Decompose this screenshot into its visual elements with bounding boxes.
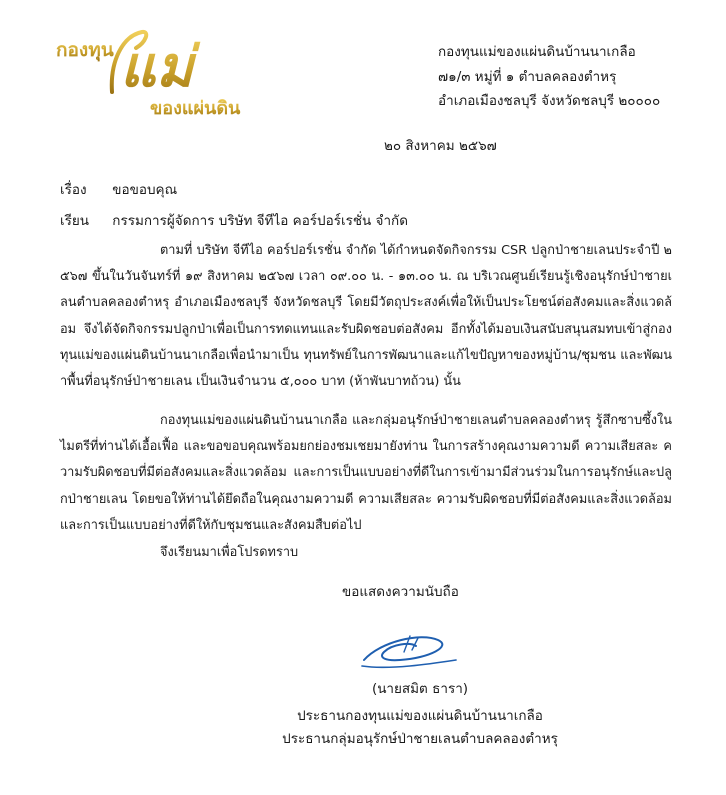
signer-position-1: ประธานกองทุนแม่ของแผ่นดินบ้านนาเกลือ	[297, 708, 543, 724]
sender-address-line: ๗๑/๓ หมู่ที่ ๑ ตำบลคลองตำหรุ	[438, 68, 617, 85]
subject-line	[60, 178, 177, 200]
sender-address	[438, 40, 660, 114]
letter-date: ๒๐ สิงหาคม ๒๕๖๗	[384, 138, 497, 154]
recipient-label: เรียน	[60, 213, 90, 229]
logo-text-fund: กองทุน	[56, 39, 114, 61]
logo-text-mother: แม่	[120, 34, 194, 100]
sender-address-line: อำเภอเมืองชลบุรี จังหวัดชลบุรี ๒๐๐๐๐	[438, 93, 661, 109]
sender-address-line: กองทุนแม่ของแผ่นดินบ้านนาเกลือ	[438, 44, 636, 60]
recipient-line	[60, 209, 408, 231]
closing-salutation: ขอแสดงความนับถือ	[342, 584, 459, 600]
subject-value: ขอขอบคุณ	[112, 182, 178, 198]
signer-position-2: ประธานกลุ่มอนุรักษ์ป่าชายเลนตำบลคลองตำหรุ	[282, 731, 558, 747]
recipient-value: กรรมการผู้จัดการ บริษัท จีทีไอ คอร์ปอร์เรชั่น จำกัด	[112, 213, 408, 229]
logo-text-land: ของแผ่นดิน	[150, 98, 241, 119]
subject-label: เรื่อง	[60, 182, 87, 198]
body-paragraph-1: ตามที่ บริษัท จีทีไอ คอร์ปอร์เรชั่น จำกัด ได้กำหนดจัดกิจกรรม CSR ปลูกป่าชายเลนประจำปี ๒๕๖๗ ขึ้นในวันจันทร์ที่ ๑๙ สิงหาคม ๒๕๖๗ เวลา ๐๙.๐๐ น. - ๑๓.๐๐ น. ณ บริเวณศูนย์เรียนรู้เชิงอนุรักษ์ป่าชายเลนตำบลคลองตำหรุ อำเภอเมืองชลบุรี จังหวัดชลบุรี โดยมีวัตถุประสงค์เพื่อให้เป็นประโยชน์ต่อสังคมและสิ่งแวดล้อม จึงได้จัดกิจกรรมปลูกป่าเพื่อเป็นการทดแทนและรับผิดชอบต่อสังคม อีกทั้งได้มอบเงินสนับสนุนสมทบเข้าสู่กองทุนแม่ของแผ่นดินบ้านนาเกลือเพื่อนำมาเป็น ทุนทรัพย์ในการพัฒนาและแก้ไขปัญหาของหมู่บ้าน/ชุมชน และพัฒนาพื้นที่อนุรักษ์ป่าชายเลน เป็นเงินจำนวน ๕,๐๐๐ บาท (ห้าพันบาทถ้วน) นั้น	[60, 243, 672, 390]
body-paragraph-2: กองทุนแม่ของแผ่นดินบ้านนาเกลือ และกลุ่มอนุรักษ์ป่าชายเลนตำบลคลองตำหรุ รู้สึกซาบซึ้งในไมตรีที่ท่านได้เอื้อเฟื้อ และขอขอบคุณพร้อมยกย่องชมเชยมายังท่าน ในการสร้างคุณงามความดี ความเสียสละ ความรับผิดชอบที่มีต่อสังคมและสิ่งแวดล้อม และการเป็นแบบอย่างที่ดีในการเข้ามามีส่วนร่วมในการอนุรักษ์และปลูกป่าชายเลน โดยขอให้ท่านได้ยึดถือในคุณงามความดี ความเสียสละ ความรับผิดชอบที่มีต่อสังคมและสิ่งแวดล้อม และการเป็นแบบอย่างที่ดีให้กับชุมชนและสังคมสืบต่อไป	[60, 413, 672, 533]
signer-name: (นายสมิต ธารา)	[371, 681, 469, 697]
body-paragraph-3: จึงเรียนมาเพื่อโปรดทราบ	[160, 545, 299, 560]
signature	[360, 630, 460, 672]
fund-logo	[50, 22, 260, 122]
